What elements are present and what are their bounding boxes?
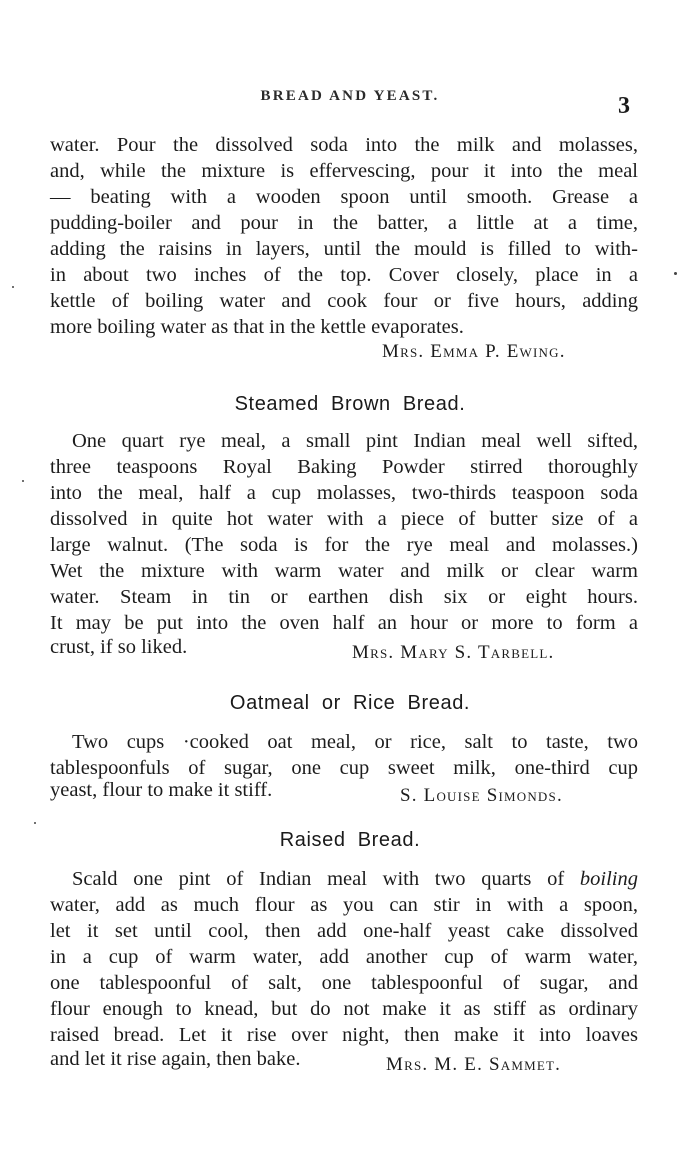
attribution-tarbell: Mrs. Mary S. Tarbell. [352, 642, 555, 663]
print-speck [34, 822, 36, 824]
paragraph-line: flour enough to knead, but do not make it as stiff as ordinary [50, 998, 638, 1020]
attribution-simonds: S. Louise Simonds. [400, 785, 563, 806]
paragraph-line: let it set until cool, then add one-half yeast cake dissolved [50, 920, 638, 942]
recipe-heading-text: Raised Bread. [279, 829, 421, 851]
paragraph-line: raised bread. Let it rise over night, then make it into loaves [50, 1024, 638, 1046]
attribution-sammet: Mrs. M. E. Sammet. [386, 1054, 562, 1075]
paragraph-line: and, while the mixture is effervescing, pour it into the meal [50, 160, 638, 182]
continuation-paragraph [50, 132, 638, 340]
attribution-ewing: Mrs. Emma P. Ewing. [382, 341, 566, 362]
recipe-heading-raised-bread [0, 829, 700, 852]
recipe-heading-text: Steamed Brown Bread. [234, 393, 466, 415]
paragraph-line: adding the raisins in layers, until the mould is filled to with- [50, 238, 638, 260]
paragraph-line: yeast, flour to make it stiff. [50, 779, 273, 801]
paragraph-line: Two cups ·cooked oat meal, or rice, salt to taste, two [72, 731, 638, 753]
print-speck [674, 272, 677, 275]
paragraph-line: dissolved in quite hot water with a piece of butter size of a [50, 508, 638, 530]
print-speck [12, 286, 14, 288]
paragraph-line: One quart rye meal, a small pint Indian meal well sifted, [72, 430, 638, 452]
paragraph-line: into the meal, half a cup molasses, two-thirds teaspoon soda [50, 482, 638, 504]
paragraph-line: crust, if so liked. [50, 636, 188, 658]
paragraph-line: more boiling water as that in the kettle evaporates. [50, 316, 464, 338]
paragraph-line: water. Pour the dissolved soda into the milk and molasses, [50, 134, 638, 156]
recipe-heading-text: Oatmeal or Rice Bread. [229, 692, 471, 714]
emphasis-word: boiling [579, 868, 638, 890]
paragraph-line: — beating with a wooden spoon until smooth. Grease a [50, 186, 638, 208]
oatmeal-rice-bread-paragraph [50, 729, 638, 781]
paragraph-line: in a cup of warm water, add another cup of warm water, [50, 946, 638, 968]
paragraph-line: water. Steam in tin or earthen dish six or eight hours. [50, 586, 638, 608]
paragraph-line: pudding-boiler and pour in the batter, a little at a time, [50, 212, 638, 234]
print-speck [22, 480, 24, 482]
paragraph-line: It may be put into the oven half an hour or more to form a [50, 612, 638, 634]
page-number: 3 [618, 93, 630, 119]
paragraph-line: three teaspoons Royal Baking Powder stirred thoroughly [50, 456, 638, 478]
paragraph-line: large walnut. (The soda is for the rye meal and molasses.) [50, 534, 638, 556]
paragraph-line [50, 866, 638, 892]
paragraph-line: one tablespoonful of salt, one tablespoonful of sugar, and [50, 972, 638, 994]
running-head: BREAD AND YEAST. [260, 88, 440, 104]
raised-bread-paragraph [50, 866, 638, 1048]
paragraph-line: in about two inches of the top. Cover closely, place in a [50, 264, 638, 286]
paragraph-line: water, add as much flour as you can stir in with a spoon, [50, 894, 638, 916]
first-line-start: Scald one pint of Indian meal with two quarts of [72, 868, 580, 890]
paragraph-line: kettle of boiling water and cook four or five hours, adding [50, 290, 638, 312]
paragraph-line: Wet the mixture with warm water and milk or clear warm [50, 560, 638, 582]
recipe-heading-oatmeal-rice-bread [0, 692, 700, 715]
paragraph-line: tablespoonfuls of sugar, one cup sweet milk, one-third cup [50, 757, 638, 779]
paragraph-line: and let it rise again, then bake. [50, 1048, 301, 1070]
recipe-heading-steamed-brown-bread [0, 393, 700, 416]
steamed-brown-bread-paragraph [50, 428, 638, 636]
